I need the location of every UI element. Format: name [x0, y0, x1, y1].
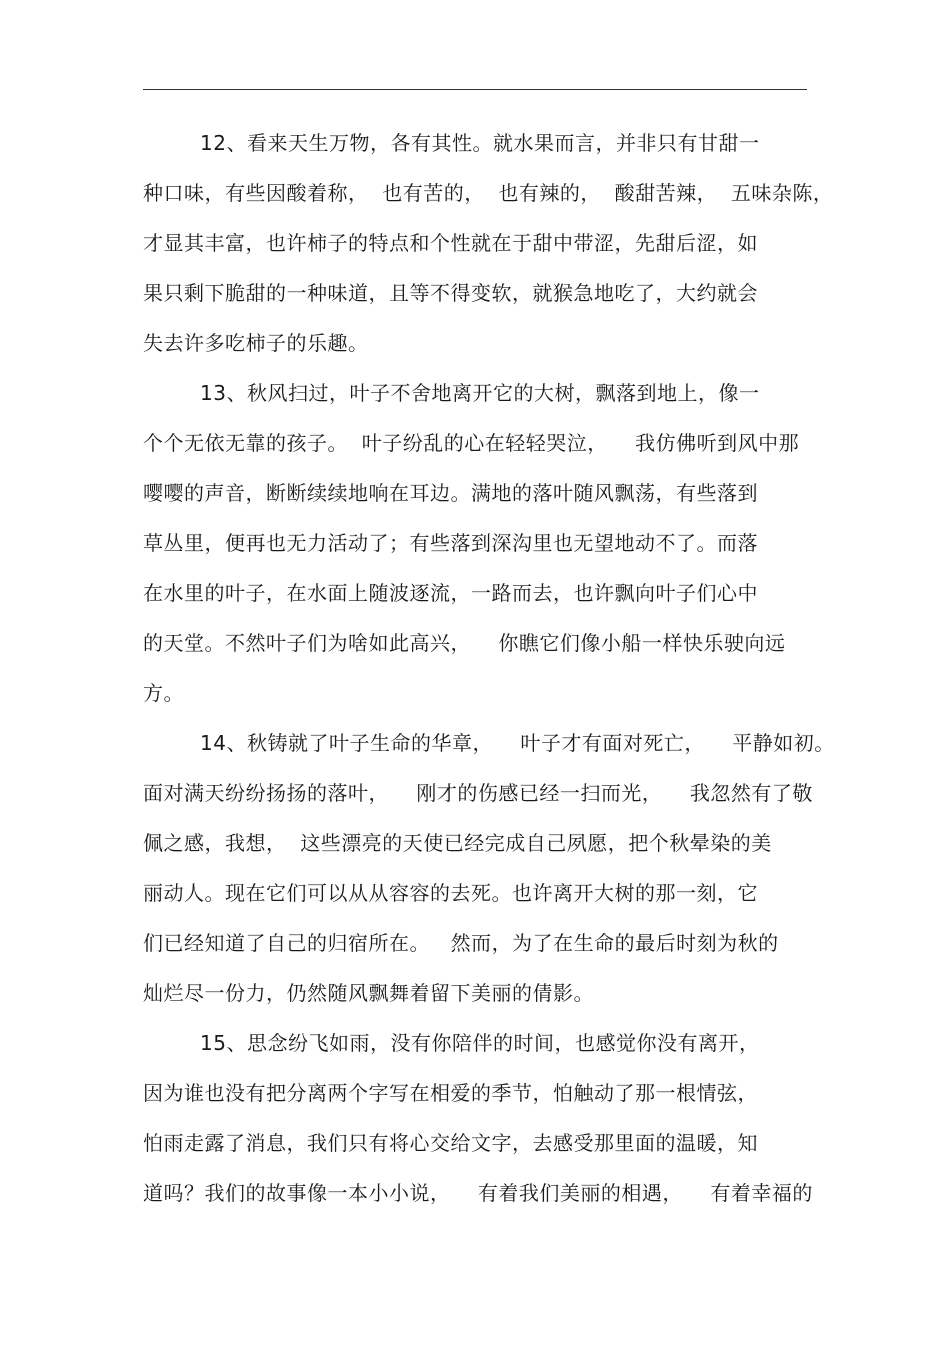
text-line: 面对满天纷纷扬扬的落叶， 刚才的伤感已经一扫而光， 我忽然有了敬 [143, 781, 813, 805]
text-line: 草丛里，便再也无力活动了；有些落到深沟里也无望地动不了。而落 [143, 531, 758, 555]
text-line: 14、秋铸就了叶子生命的华章， 叶子才有面对死亡， 平静如初。 [200, 731, 835, 755]
text-line: 才显其丰富，也许柿子的特点和个性就在于甜中带涩，先甜后涩，如 [143, 231, 758, 255]
text-line: 果只剩下脆甜的一种味道，且等不得变软，就猴急地吃了，大约就会 [143, 281, 758, 305]
text-line: 13、秋风扫过，叶子不舍地离开它的大树，飘落到地上，像一 [200, 381, 760, 405]
document-body [143, 118, 835, 1218]
text-line: 失去许多吃柿子的乐趣。 [143, 331, 369, 355]
text-line: 个个无依无靠的孩子。 叶子纷乱的心在轻轻哭泣， 我仿佛听到风中那 [143, 431, 800, 455]
text-line: 因为谁也没有把分离两个字写在相爱的季节，怕触动了那一根情弦， [143, 1081, 758, 1105]
text-line: 12、看来天生万物，各有其性。就水果而言，并非只有甘甜一 [200, 131, 760, 155]
text-line: 嘤嘤的声音，断断续续地响在耳边。满地的落叶随风飘荡，有些落到 [143, 481, 758, 505]
text-line: 方。 [143, 681, 184, 705]
header-divider [143, 89, 807, 90]
text-line: 灿烂尽一份力，仍然随风飘舞着留下美丽的倩影。 [143, 981, 594, 1005]
text-line: 在水里的叶子，在水面上随波逐流，一路而去，也许飘向叶子们心中 [143, 581, 758, 605]
text-line: 们已经知道了自己的归宿所在。 然而，为了在生命的最后时刻为秋的 [143, 931, 779, 955]
text-line: 丽动人。现在它们可以从从容容的去死。也许离开大树的那一刻，它 [143, 881, 758, 905]
text-line: 佩之感，我想， 这些漂亮的天使已经完成自己夙愿，把个秋晕染的美 [143, 831, 772, 855]
text-line: 种口味，有些因酸着称， 也有苦的， 也有辣的， 酸甜苦辣， 五味杂陈， [143, 181, 834, 205]
text-line: 道吗？我们的故事像一本小小说， 有着我们美丽的相遇， 有着幸福的 [143, 1181, 813, 1205]
text-line: 怕雨走露了消息，我们只有将心交给文字，去感受那里面的温暖，知 [143, 1131, 758, 1155]
text-line: 的天堂。不然叶子们为啥如此高兴， 你瞧它们像小船一样快乐驶向远 [143, 631, 786, 655]
text-line: 15、思念纷飞如雨，没有你陪伴的时间，也感觉你没有离开， [200, 1031, 760, 1055]
